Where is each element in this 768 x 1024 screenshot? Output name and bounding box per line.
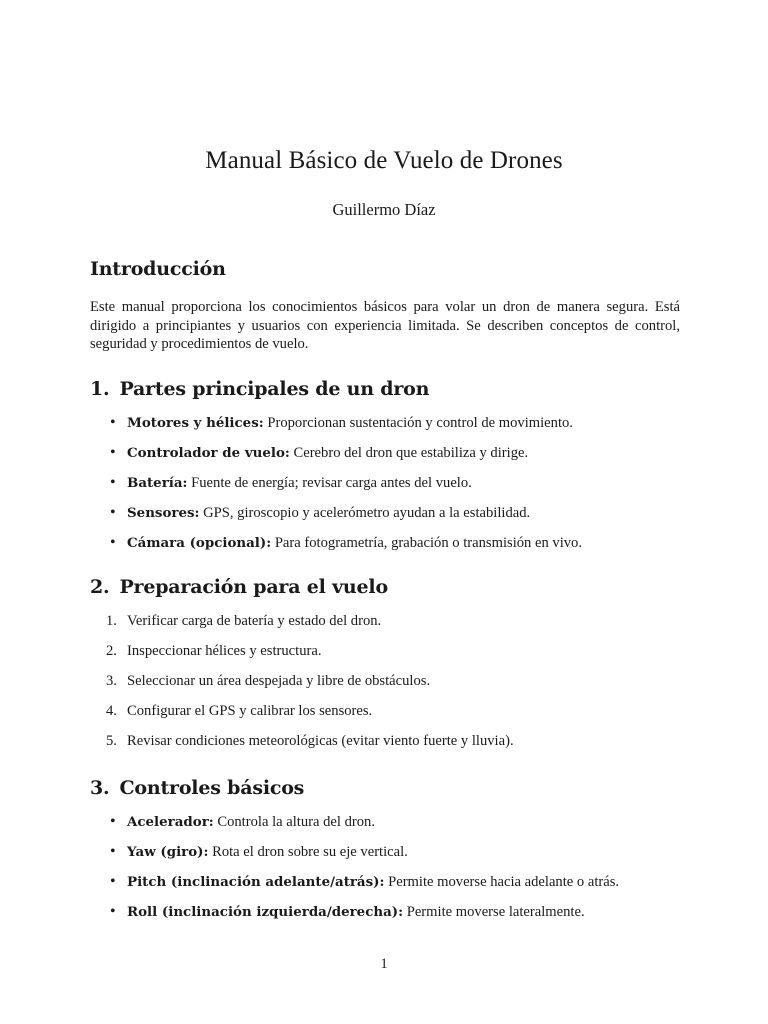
section-number: 3. bbox=[90, 776, 110, 799]
list-item bbox=[90, 732, 680, 751]
section-flight-preparation bbox=[90, 572, 680, 751]
item-term: Yaw (giro): bbox=[127, 843, 209, 860]
item-text: Fuente de energía; revisar carga antes del vuelo. bbox=[191, 474, 472, 491]
item-text: Seleccionar un área despejada y libre de obstáculos. bbox=[127, 673, 431, 689]
list-item bbox=[90, 534, 680, 553]
list-item bbox=[90, 873, 680, 892]
item-text: Configurar el GPS y calibrar los sensores. bbox=[127, 703, 373, 719]
step-number: 4. bbox=[106, 703, 117, 719]
controls-list bbox=[90, 813, 680, 922]
section-drone-parts bbox=[90, 374, 680, 553]
list-item bbox=[90, 444, 680, 463]
step-number: 3. bbox=[106, 673, 117, 689]
section-title: Partes principales de un dron bbox=[119, 377, 430, 400]
item-text: Permite moverse hacia adelante o atrás. bbox=[388, 873, 620, 890]
item-text: Para fotogrametría, grabación o transmisión en vivo. bbox=[274, 534, 583, 551]
section-basic-controls bbox=[90, 773, 680, 922]
list-item bbox=[90, 672, 680, 691]
item-text: Rota el dron sobre su eje vertical. bbox=[212, 843, 408, 860]
section-3-heading bbox=[90, 773, 680, 803]
parts-list bbox=[90, 414, 680, 553]
item-term: Pitch (inclinación adelante/atrás): bbox=[127, 873, 385, 890]
item-text: Verificar carga de batería y estado del dron. bbox=[127, 613, 382, 629]
item-term: Cámara (opcional): bbox=[127, 534, 272, 551]
section-title: Controles básicos bbox=[119, 776, 305, 799]
list-item bbox=[90, 903, 680, 922]
list-item bbox=[90, 612, 680, 631]
list-item bbox=[90, 504, 680, 523]
list-item bbox=[90, 843, 680, 862]
list-item bbox=[90, 642, 680, 661]
document-title: Manual Básico de Vuelo de Drones bbox=[205, 147, 563, 174]
section-1-heading bbox=[90, 374, 680, 404]
item-text: Controla la altura del dron. bbox=[217, 813, 376, 830]
item-text: Inspeccionar hélices y estructura. bbox=[127, 643, 322, 659]
item-text: Permite moverse lateralmente. bbox=[406, 903, 585, 920]
section-2-heading bbox=[90, 572, 680, 602]
item-text: Proporcionan sustentación y control de movimiento. bbox=[267, 414, 573, 431]
item-text: Cerebro del dron que estabiliza y dirige. bbox=[293, 444, 529, 461]
section-title: Preparación para el vuelo bbox=[119, 576, 388, 598]
list-item bbox=[90, 474, 680, 493]
step-number: 1. bbox=[106, 613, 117, 629]
page-number: 1 bbox=[380, 956, 388, 972]
list-item bbox=[90, 414, 680, 433]
step-number: 5. bbox=[106, 733, 117, 749]
item-term: Acelerador: bbox=[127, 813, 214, 830]
list-item bbox=[90, 702, 680, 721]
item-term: Sensores: bbox=[127, 504, 200, 521]
intro-paragraph: Este manual proporciona los conocimientos básicos para volar un dron de manera segura. Está dirigido a principiantes y usuarios con experiencia limitada. Se describen conceptos de control, seguridad y procedimientos de vuelo. bbox=[90, 299, 680, 352]
step-number: 2. bbox=[106, 643, 117, 659]
intro-section bbox=[90, 254, 680, 354]
item-term: Roll (inclinación izquierda/derecha): bbox=[127, 903, 404, 920]
item-term: Motores y hélices: bbox=[127, 414, 264, 431]
intro-heading: Introducción bbox=[90, 258, 226, 280]
item-text: Revisar condiciones meteorológicas (evitar viento fuerte y lluvia). bbox=[127, 733, 514, 749]
item-term: Batería: bbox=[127, 474, 188, 491]
list-item bbox=[90, 813, 680, 832]
preparation-steps-list bbox=[90, 612, 680, 751]
item-text: GPS, giroscopio y acelerómetro ayudan a la estabilidad. bbox=[203, 504, 531, 521]
item-term: Controlador de vuelo: bbox=[127, 444, 290, 461]
section-number: 1. bbox=[90, 377, 110, 400]
section-number: 2. bbox=[90, 576, 110, 598]
document-author: Guillermo Díaz bbox=[332, 200, 436, 219]
document-body bbox=[90, 254, 680, 933]
